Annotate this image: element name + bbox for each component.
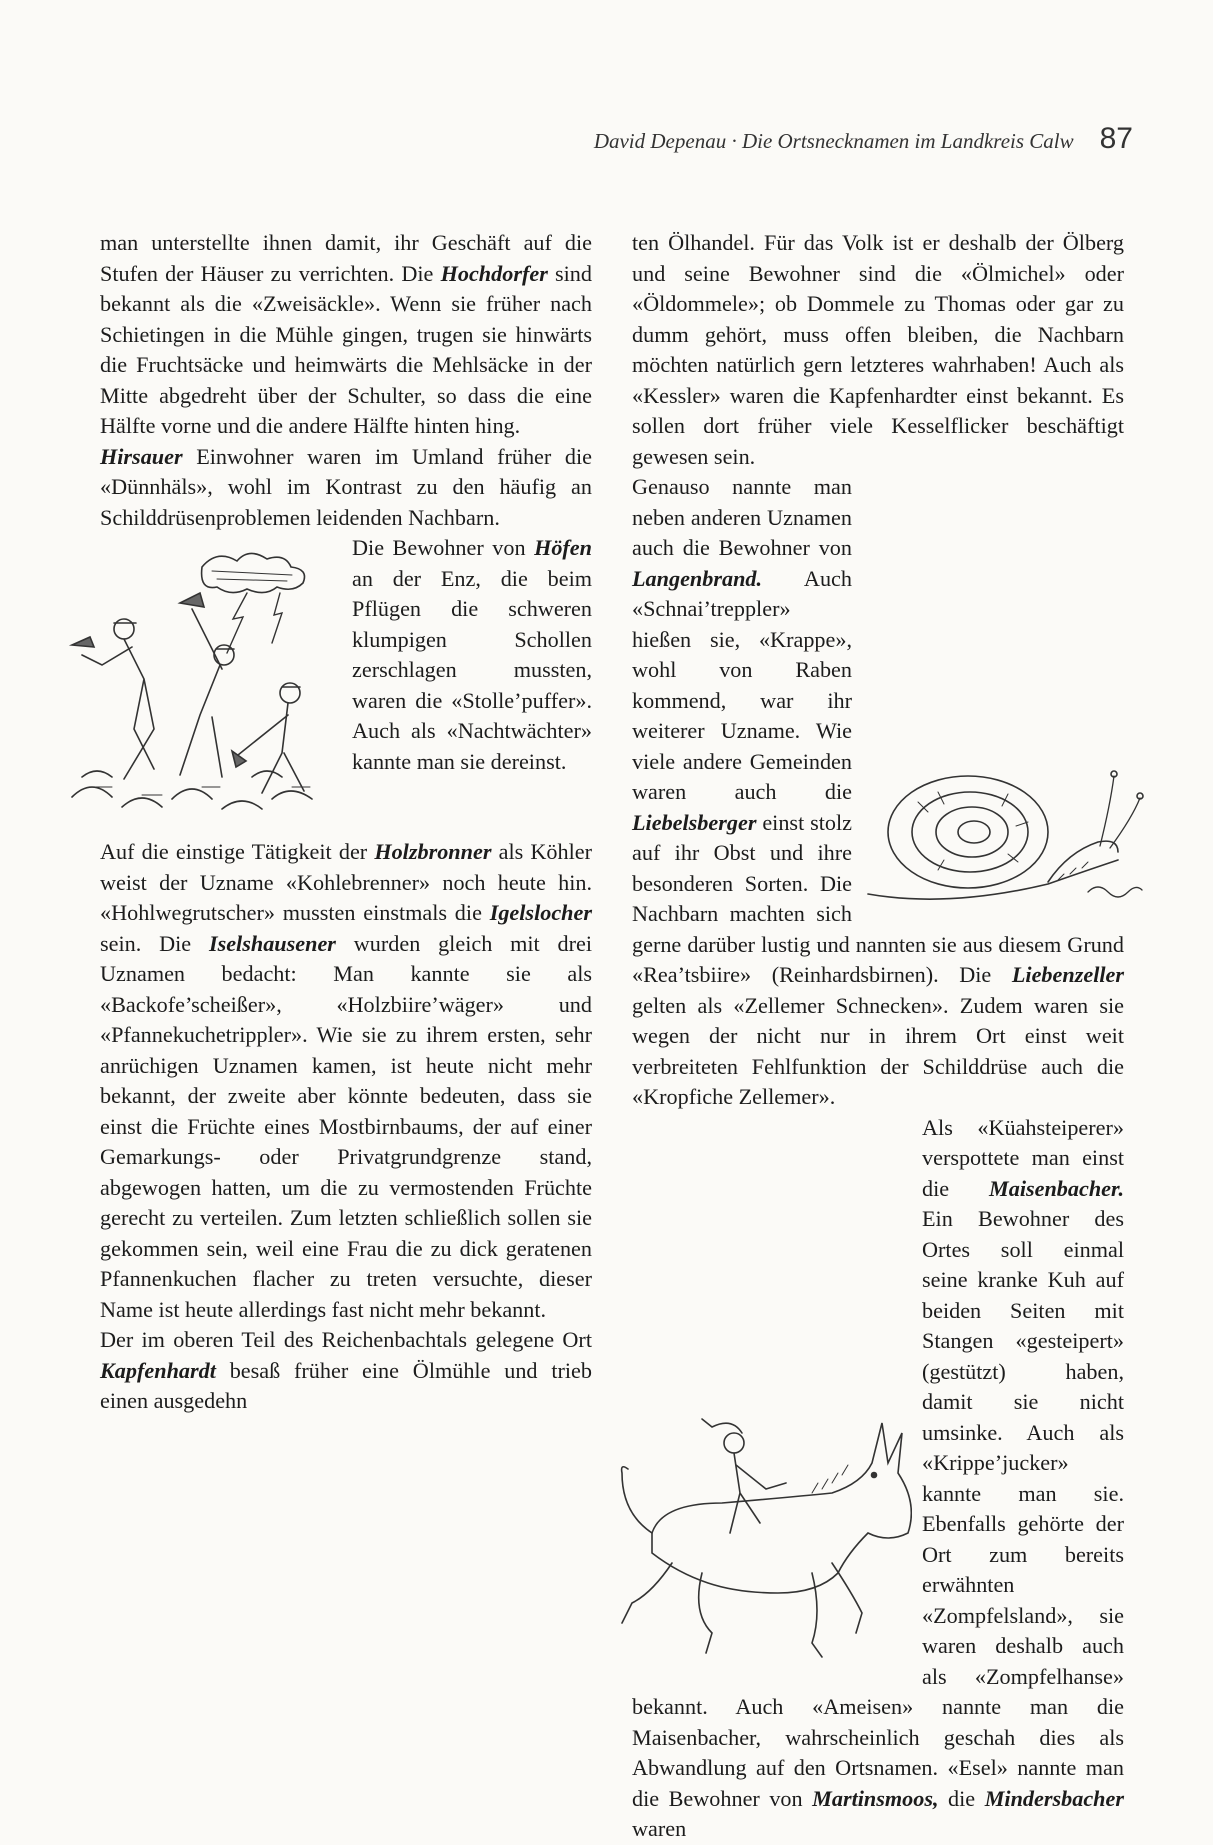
paragraph: Als «Küahsteiperer» verspottete man einst die Maisenbacher. Ein Bewohner des Ortes soll einmal seine kranke Kuh auf beiden Seiten mit Stangen «gesteipert» (gestützt) haben, damit sie nicht umsinke. Auch als «Krippe’jucker» kannte man sie. Ebenfalls gehörte der Ort zum bereits erwähnten «Zompfelsland», sie waren deshalb auch als «Zompfelhanse» bekannt. Auch «Ameisen» nannte man die Maisenbacher, wahrscheinlich geschah dies als Abwandlung auf den Ortsnamen. «Esel» nannte man die Bewohner von Martinsmoos, die Mindersbacher waren (632, 1113, 1124, 1845)
paragraph: Hirsauer Einwohner waren im Umland früher die «Dünnhäls», wohl im Kontrast zu den häufig an Schilddrüsenproblemen leidenden Nachbarn. (100, 443, 592, 530)
place-name: Mindersbacher (984, 1785, 1124, 1811)
place-name: Hirsauer (100, 443, 183, 469)
place-name: Holzbronner (374, 839, 492, 864)
running-title: David Depenau · Die Ortsnecknamen im Landkreis Calw (593, 129, 1074, 153)
running-head (594, 122, 1133, 156)
place-name: Igelslocher (489, 900, 592, 925)
place-name: Langenbrand. (632, 565, 763, 591)
place-name: Iselshausener (208, 930, 336, 956)
woodcutters-drawing (52, 537, 342, 837)
snail-illustration (858, 762, 1148, 912)
paragraph: Die Bewohner von Höfen an der Enz, die beim Pflügen die schweren klumpigen Schollen zerschlagen mussten, waren die «Stolle’puffer». Auch als «Nachtwächter» kannte man sie dereinst. (100, 533, 592, 777)
place-name: Martinsmoos, (812, 1785, 939, 1811)
paragraph: man unterstellte ihnen damit, ihr Geschäft auf die Stufen der Häuser zu verrichten. Die Hochdorfer sind bekannt als die «Zweisäckle». Wenn sie früher nach Schietingen in die Mühle gingen, trugen sie hinwärts die Fruchtsäcke und heimwärts die Mehlsäcke in der Mitte abgedreht über der Schulter, so dass die eine Hälfte vorne und die andere Hälfte hinten hing. (100, 230, 592, 438)
left-column (100, 228, 592, 1417)
snail-drawing (858, 762, 1148, 912)
place-name: Höfen (534, 535, 592, 560)
place-name: Hochdorfer (440, 260, 548, 286)
donkey-rider-drawing (612, 1413, 912, 1683)
place-name: Liebenzeller (1011, 962, 1124, 987)
donkey-rider-illustration (612, 1413, 912, 1683)
paragraph: ten Ölhandel. Für das Volk ist er deshalb der Ölberg und seine Bewohner sind die «Ölmichel» oder «Öldommele»; ob Dommele zu Thomas oder gar zu dumm gehört, muss offen bleiben, die Nachbarn möchten natürlich gern letzteres wahrhaben! Auch als «Kessler» waren die Kapfenhardter einst bekannt. Es sollen dort früher viele Kesselflicker beschäftigt gewesen sein. (632, 230, 1124, 469)
paragraph: Genauso nannte man neben anderen Uznamen auch die Bewohner von Langenbrand. Auch «Schnai’treppler» hießen sie, «Krappe», wohl von Raben kommend, war ihr weiterer Uzname. Wie viele andere Gemeinden waren auch die Liebelsberger einst stolz auf ihr Obst und ihre besonderen Sorten. Die Nachbarn machten sich gerne darüber lustig und nannten sie aus diesem Grund «Rea’tsbiire» (Reinhardsbirnen). Die Liebenzeller gelten als «Zellemer Schnecken». Zudem waren sie wegen der nicht nur in ihrem Ort einst weit verbreiteten Fehlfunktion der Schilddrüse auch die «Kropfiche Zellemer». (632, 472, 1124, 1113)
right-column (632, 228, 1124, 1845)
place-name: Maisenbacher. (989, 1175, 1124, 1201)
place-name: Kapfenhardt (100, 1357, 216, 1383)
place-name: Liebelsberger (632, 809, 757, 835)
woodcutters-illustration (52, 537, 342, 837)
paragraph: Auf die einstige Tätigkeit der Holzbronner als Köhler weist der Uzname «Kohlebrenner» noch heute hin. «Hohlwegrutscher» mussten einstmals die Igelslocher sein. Die Iselshausener wurden gleich mit drei Uznamen bedacht: Man kannte sie als «Backofe’scheißer», «Holzbiire’wäger» und «Pfannekuchetrippler». Wie sie zu ihrem ersten, sehr anrüchigen Uznamen kamen, ist heute nicht mehr bekannt, der zweite aber könnte bedeuten, dass sie einst die Früchte eines Mostbirnbaums, der auf einer Gemarkungs- oder Privatgrundgrenze stand, abgewogen hatten, um die zu vermostenden Früchte gerecht zu verteilen. Zum letzten schließlich sollen sie gekommen sein, weil eine Frau die zu dick geratenen Pfannenkuchen flacher zu treten versuchte, dieser Name ist heute allerdings fast nicht mehr bekannt. (100, 839, 592, 1322)
paragraph: Der im oberen Teil des Reichenbachtals gelegene Ort Kapfenhardt besaß früher eine Ölmühle und trieb einen ausgedehn (100, 1327, 592, 1413)
page-number: 87 (1099, 122, 1133, 155)
